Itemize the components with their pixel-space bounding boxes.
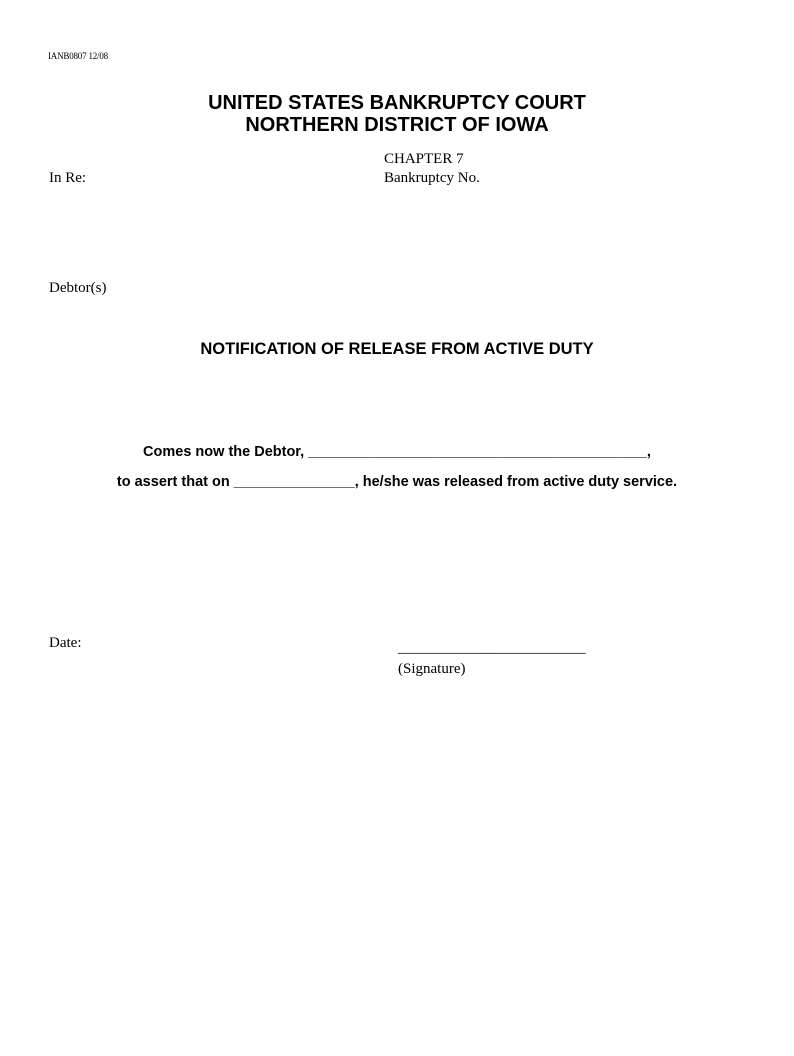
- court-heading: [0, 92, 794, 136]
- chapter-label: CHAPTER 7: [384, 151, 464, 167]
- bankruptcy-number-label: Bankruptcy No.: [384, 170, 480, 186]
- debtor-name-statement: Comes now the Debtor, __________________________________________,: [143, 444, 651, 460]
- in-re-label: In Re:: [49, 170, 87, 186]
- release-date-statement: to assert that on _______________, he/she was released from active duty service.: [116, 474, 678, 490]
- signature-line: _________________________: [398, 640, 586, 656]
- document-title: NOTIFICATION OF RELEASE FROM ACTIVE DUTY: [200, 340, 594, 358]
- court-district: NORTHERN DISTRICT OF IOWA: [245, 114, 549, 136]
- date-label: Date:: [49, 635, 82, 651]
- debtors-label: Debtor(s): [49, 280, 107, 296]
- form-code: IANB0807 12/08: [48, 51, 108, 61]
- court-name: UNITED STATES BANKRUPTCY COURT: [208, 92, 586, 114]
- signature-label: (Signature): [398, 661, 466, 677]
